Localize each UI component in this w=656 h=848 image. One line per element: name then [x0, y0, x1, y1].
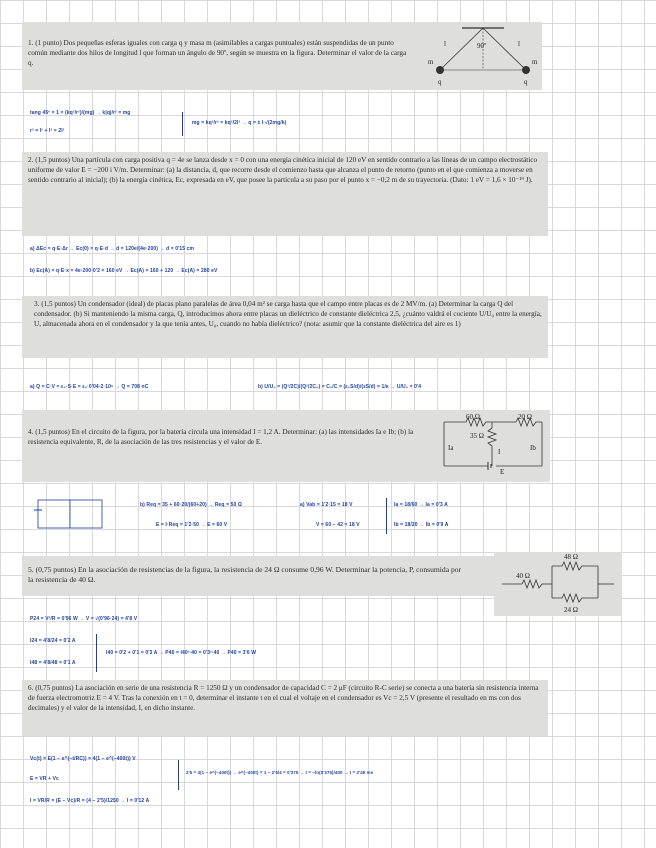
fig1-label-m-left: m	[428, 58, 434, 66]
p3-work-line-1: a) Q = C·V = ε₀·S·E = ε₀·0'04·2·10⁶ → Q = 708 nC	[30, 384, 149, 390]
fig5-label-40: 40 Ω	[516, 572, 530, 580]
problem-6-statement: 6. (0,75 puntos) La asociación en serie de una resistencia R = 1250 Ω y un condensador de capacidad C = 2 μF (circuito R-C serie) se conecta a una batería sin resistencia interna de fuerza electromotriz E = 4 V. Tras la conexión en t = 0, determinar el instante t en el cual el voltaje en el condensador es Vc = 2,5 V (presente el resultado en ms con dos decimales) y el valor de la intensidad, I, en dicho instante.	[28, 684, 539, 712]
p2-work-line-1: a) ΔEc = q·E·Δr → Ec(0) = q·E·d → d = 120e/(4e·200) → d = 0'15 cm	[30, 246, 195, 252]
problem-5-figure-box	[494, 552, 622, 616]
fig4-label-20: 20 Ω	[518, 413, 532, 421]
fig5-label-48: 48 Ω	[564, 553, 578, 561]
fig5-label-24: 24 Ω	[564, 606, 578, 614]
p3-work-line-2: b) U/U₀ = (Q²/2C)/(Q²/2C₀) = C₀/C = (ε₀S/d)/(εS/d) = 1/κ → U/U₀ = 0'4	[258, 384, 422, 390]
p5-work-line-4: I40 = 0'2 + 0'1 = 0'3 A → P40 = I40²·40 = 0'3²·40 → P40 = 3'6 W	[106, 650, 257, 656]
p1-divider	[182, 112, 183, 136]
problem-5-box	[22, 556, 496, 596]
p6-work-line-1: Vc(t) = E(1 − e^(−t/RC)) = 4(1 − e^(−400t)) V	[30, 756, 136, 762]
p4-work-line-3: a) Vab = 1'2·15 = 18 V	[300, 502, 353, 508]
problem-5-figure	[494, 552, 622, 616]
problem-3-box	[22, 296, 548, 358]
problem-1-figure	[422, 24, 540, 88]
fig1-label-m-right: m	[532, 58, 538, 66]
fig4-label-35: 35 Ω	[470, 432, 484, 440]
p6-divider	[178, 760, 179, 790]
problem-4-box	[22, 410, 550, 482]
p5-divider	[96, 634, 97, 672]
fig1-label-q-right: q	[524, 78, 528, 86]
problem-3-statement: 3. (1,5 puntos) Un condensador (ideal) de placas plano paralelas de área 0,04 m² se carga hasta que el campo entre placas es de 2 MV/m. (a) Determinar la carga Q del condensador. (b) Si manteniendo la misma carga, Q, introducimos ahora entre placas un dieléctrico de constante dieléctrica 2,5, ¿cuánto valdrá el cociente U/U₀ entre la energía, U, almacenada ahora en el condensador y la que tenía antes, U₀, cuando no había dieléctrico? (nota: asumir que la constante dieléctrica del aire es 1)	[34, 300, 542, 328]
p4-work-line-1: b) Req = 35 + 60·20/(60+20) → Req = 50 Ω	[140, 502, 242, 508]
p1-work-line-3: mg = kq²/r² = kq²/2l² → q = ± l·√(2mg/k)	[192, 120, 287, 126]
p6-work-line-3: 2'5 = 4(1 − e^(−400t)) → e^(−400t) = 1 − 2'5/4 = 0'375 → t = −ln(0'375)/400 → t = 2'45 ms	[186, 770, 374, 775]
p4-work-line-4: V = 60 − 42 = 18 V	[316, 522, 360, 528]
fig1-label-l-right: l	[518, 40, 520, 48]
p2-work-line-2: b) Ec(A) = q·E·x = 4e·200·0'2 = 160 eV → Ec(A) = 160 + 120 → Ec(A) = 280 eV	[30, 268, 218, 274]
problem-5-statement: 5. (0,75 puntos) En la asociación de resistencias de la figura, la resistencia de 24 Ω consume 0,96 W. Determinar la potencia, P, consumida por la resistencia de 40 Ω.	[28, 565, 462, 585]
fig4-label-60: 60 Ω	[466, 413, 480, 421]
fig4-label-ia: Ia	[448, 444, 454, 452]
p4-divider	[386, 498, 387, 534]
p4-work-line-2: E = I·Req = 1'2·50 → E = 60 V	[156, 522, 228, 528]
fig1-label-angle: 90º	[477, 42, 487, 50]
p6-work-line-2: E = VR + Vc	[30, 776, 59, 782]
p1-work-line-1: tang 45º = 1 = (kq²/r²)/(mg) → k|q|/r² = mg	[30, 110, 131, 116]
p1-work-line-2: r² = l² + l² = 2l²	[30, 128, 65, 134]
problem-1-box	[22, 22, 542, 90]
problem-2-box	[22, 152, 548, 236]
problem-6-box	[22, 680, 548, 736]
p6-work-line-4: I = VR/R = (E − Vc)/R = (4 − 2'5)/1250 → I = 0'12 A	[30, 798, 150, 804]
problem-4-figure	[436, 412, 548, 478]
problem-1-statement: 1. (1 punto) Dos pequeñas esferas iguales con carga q y masa m (asimilables a cargas puntuales) están suspendidas de un punto común mediante dos hilos de longitud l que forman un ángulo de 90º, según se muestra en la figura. Determinar el valor de la carga q.	[28, 39, 407, 67]
problem-2-statement: 2. (1,5 puntos) Una partícula con carga positiva q = 4e se lanza desde x = 0 con una energía cinética inicial de 120 eV en sentido contrario a las líneas de un campo electrostático uniforme de valor E = −200 i V/m. Determinar: (a) la distancia, d, que recorre desde el comienzo hasta que alcanza el punto de retorno (punto en el que comienza a moverse en sentido contrario al inicial); (b) la energía cinética, Ec, expresada en eV, que posee la partícula a su paso por el punto x = −0,2 m de su trayectoria. (Dato: 1 eV = 1,6 × 10⁻¹⁹ J).	[28, 156, 538, 184]
p5-work-line-2: I24 = 4'8/24 = 0'2 A	[30, 638, 76, 644]
fig1-label-q-left: q	[438, 78, 442, 86]
p4-work-line-5: Ia = 18/60 → Ia = 0'3 A	[394, 502, 448, 508]
fig4-label-i: I	[498, 448, 501, 456]
problem-4-statement: 4. (1,5 puntos) En el circuito de la figura, por la batería circula una intensidad I = 1,2 A. Determinar: (a) las intensidades Ia e Ib; (b) la resistencia equivalente, R, de la asociación de las tres resistencias y el valor de E.	[28, 428, 414, 446]
p5-work-line-1: P24 = V²/R = 0'96 W → V = √(0'96·24) = 4'8 V	[30, 616, 138, 622]
fig4-label-e: E	[500, 468, 505, 476]
p4-work-line-6: Ib = 18/20 → Ib = 0'9 A	[394, 522, 449, 528]
p5-work-line-3: I48 = 4'8/48 = 0'1 A	[30, 660, 76, 666]
p4-sketch-circuit	[30, 496, 110, 532]
fig4-label-ib: Ib	[530, 444, 536, 452]
fig1-label-l-left: l	[444, 40, 446, 48]
